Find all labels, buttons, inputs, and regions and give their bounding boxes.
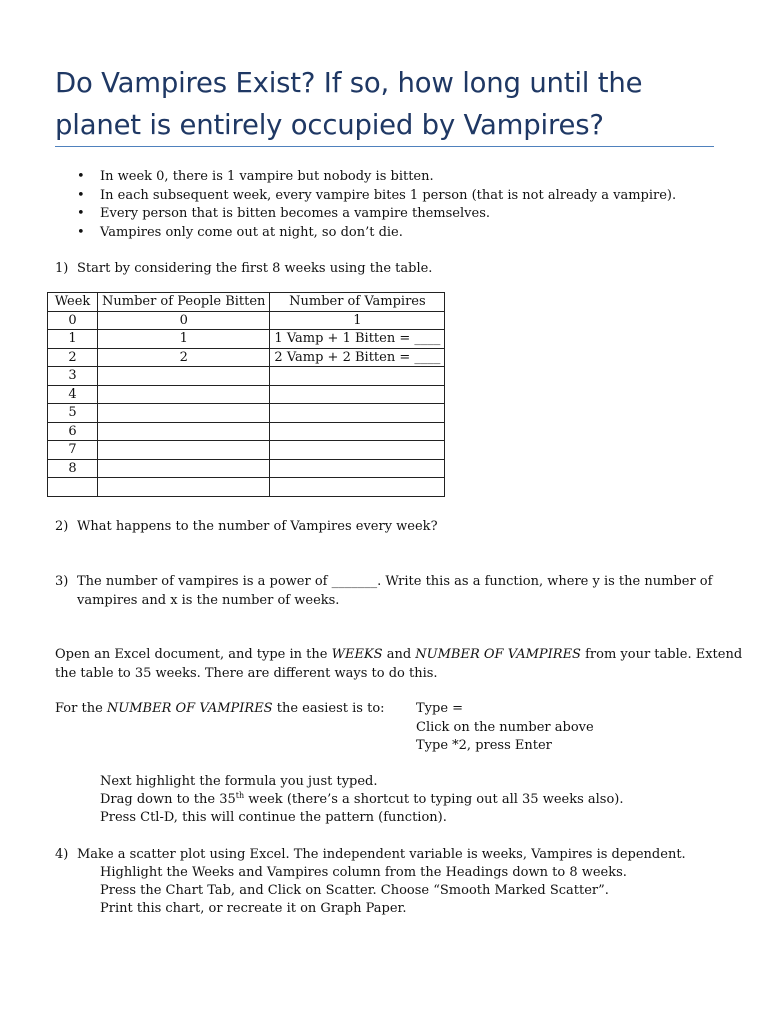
step-click-above: Click on the number above — [416, 720, 594, 735]
vampires-cell — [270, 459, 445, 478]
step-press-ctl-d: Press Ctl-D, this will continue the pattern (function). — [100, 810, 447, 825]
bitten-cell: 2 — [98, 348, 270, 367]
column-header-bitten: Number of People Bitten — [98, 293, 270, 312]
question-4-line-4: Print this chart, or recreate it on Graph Paper. — [100, 901, 407, 916]
question-1: 1) Start by considering the first 8 weeks using the table. — [55, 261, 433, 276]
bitten-cell — [98, 478, 270, 497]
vampires-cell — [270, 422, 445, 441]
excel-paragraph-line-1: Open an Excel document, and type in the WEEKS and NUMBER OF VAMPIRES from your table. Extend — [55, 647, 743, 662]
vampires-cell — [270, 367, 445, 386]
table-row — [48, 459, 445, 478]
table-row — [48, 385, 445, 404]
vampire-table — [47, 292, 445, 497]
list-item: • Every person that is bitten becomes a vampire themselves. — [77, 205, 676, 224]
vampires-cell — [270, 441, 445, 460]
week-cell: 3 — [48, 367, 98, 386]
easiest-method-label: For the NUMBER OF VAMPIRES the easiest is to: — [55, 701, 385, 716]
bullet-icon: • — [77, 169, 85, 184]
table-row — [48, 478, 445, 497]
bitten-cell — [98, 404, 270, 423]
bullet-icon: • — [77, 187, 85, 203]
bitten-cell — [98, 367, 270, 386]
question-3: 3) The number of vampires is a power of _______. Write this as a function, where y is the number of — [55, 574, 713, 589]
step-type-equals: Type = — [416, 701, 464, 716]
table-row — [48, 330, 445, 349]
week-cell: 7 — [48, 441, 98, 460]
page-title: Do Vampires Exist? If so, how long until the planet is entirely occupied by Vampires? — [55, 67, 643, 141]
table-row — [48, 348, 445, 367]
table-header-row — [48, 293, 445, 312]
question-4-line-3: Press the Chart Tab, and Click on Scatter. Choose “Smooth Marked Scatter”. — [100, 883, 609, 898]
week-cell: 1 — [48, 330, 98, 349]
list-item: • Vampires only come out at night, so don’t die. — [77, 224, 676, 243]
week-cell: 2 — [48, 348, 98, 367]
excel-paragraph-line-2: the table to 35 weeks. There are different ways to do this. — [55, 666, 438, 681]
vampires-cell: 1 Vamp + 1 Bitten = ____ — [270, 330, 445, 349]
week-cell: 8 — [48, 459, 98, 478]
vampires-cell — [270, 404, 445, 423]
column-header-week: Week — [48, 293, 98, 312]
bitten-cell: 0 — [98, 311, 270, 330]
question-4-line-2: Highlight the Weeks and Vampires column from the Headings down to 8 weeks. — [100, 865, 627, 880]
vampires-cell — [270, 385, 445, 404]
bitten-cell: 1 — [98, 330, 270, 349]
bullet-icon: • — [77, 224, 85, 240]
bitten-cell — [98, 441, 270, 460]
week-cell: 5 — [48, 404, 98, 423]
week-cell: 4 — [48, 385, 98, 404]
bitten-cell — [98, 422, 270, 441]
week-cell: 0 — [48, 311, 98, 330]
vampires-cell: 2 Vamp + 2 Bitten = ____ — [270, 348, 445, 367]
table-row — [48, 404, 445, 423]
bullet-icon: • — [77, 206, 85, 221]
question-4: 4) Make a scatter plot using Excel. The independent variable is weeks, Vampires is dependent. — [55, 847, 686, 862]
table-row — [48, 441, 445, 460]
bitten-cell — [98, 385, 270, 404]
week-cell: 6 — [48, 422, 98, 441]
list-item: • In week 0, there is 1 vampire but nobody is bitten. — [77, 168, 676, 187]
week-cell — [48, 478, 98, 497]
table-row — [48, 422, 445, 441]
question-2: 2) What happens to the number of Vampires every week? — [55, 519, 438, 534]
rules-list — [77, 168, 676, 242]
vampires-cell: 1 — [270, 311, 445, 330]
vampires-cell — [270, 478, 445, 497]
step-type-times-two: Type *2, press Enter — [416, 738, 552, 753]
question-3-continued: vampires and x is the number of weeks. — [77, 593, 340, 608]
step-highlight-formula: Next highlight the formula you just typed. — [100, 774, 378, 789]
list-item: • In each subsequent week, every vampire bites 1 person (that is not already a vampire). — [77, 187, 676, 206]
step-drag-down: Drag down to the 35th week (there’s a shortcut to typing out all 35 weeks also). — [100, 791, 624, 807]
table-row — [48, 367, 445, 386]
column-header-vampires: Number of Vampires — [270, 293, 445, 312]
table-row — [48, 311, 445, 330]
bitten-cell — [98, 459, 270, 478]
title-divider — [55, 146, 714, 147]
